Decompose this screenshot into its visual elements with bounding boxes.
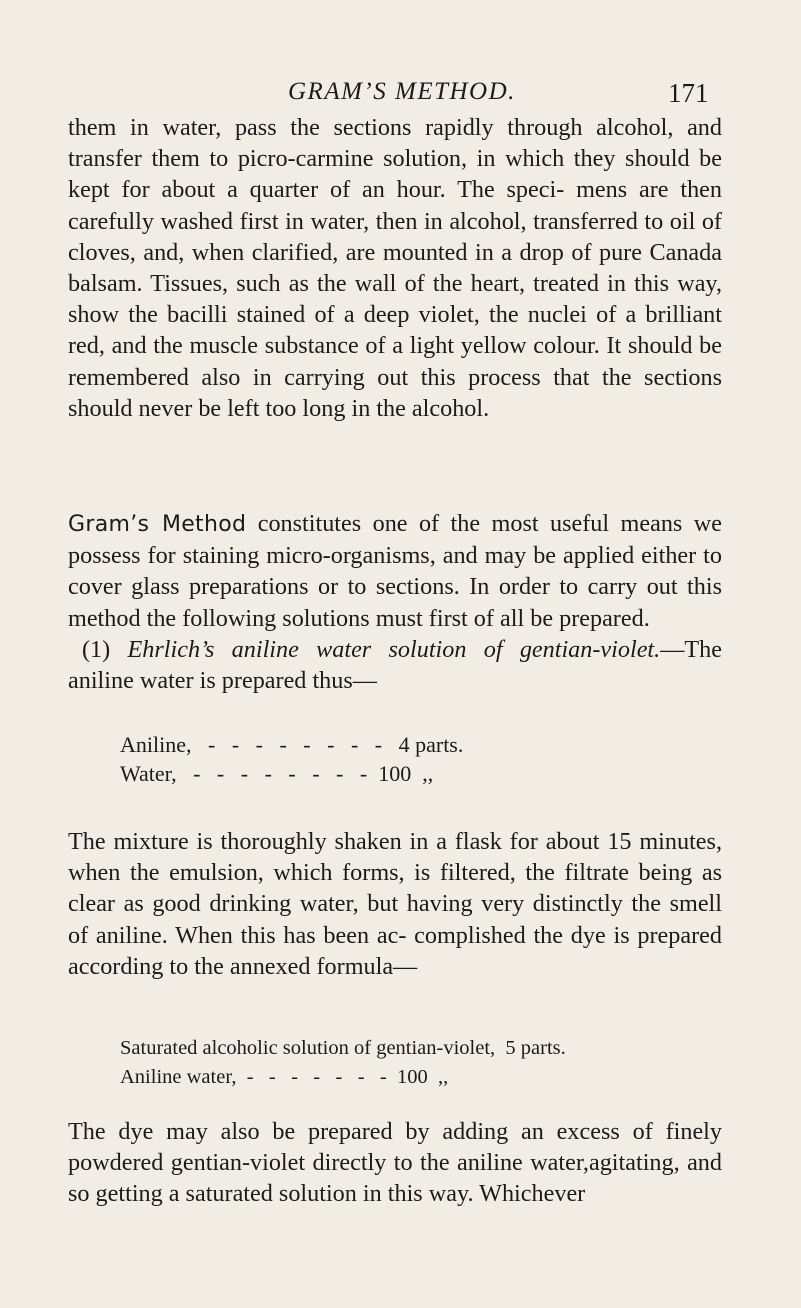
page-number: 171 (668, 78, 709, 108)
solution-title: Ehrlich’s aniline water solution of gentian-violet. (127, 636, 661, 663)
paragraph-1: them in water, pass the sections rapidly through alcohol, and transfer them to picro-carmine solution, in which they should be kept for about a quarter of an hour. The speci- mens are then carefully washed first in water, then in alcohol, transferred to oil of cloves, and, when clarified, are mounted in a drop of pure Canada balsam. Tissues, such as the wall of the heart, treated in this way, show the bacilli stained of a deep violet, the nuclei of a brilliant red, and the muscle substance of a light yellow colour. It should be remembered also in carrying out this process that the sections should never be left too long in the alcohol. (68, 114, 722, 422)
paragraph-2-text: constitutes one of the most useful means we possess for staining micro-organisms, and may be applied either to cover glass preparations or to sections. In order to carry out this method the following solutions must first of all be prepared. (68, 510, 722, 632)
recipe-row: Water, - - - - - - - - 100 ,, (120, 761, 434, 786)
section-heading: Gram’s Method (68, 512, 247, 537)
paragraph-4: The mixture is thoroughly shaken in a flask for about 15 minutes, when the emulsion, which forms, is filtered, the filtrate being as clear as good drinking water, but having very distinctly the smell of aniline. When this has been ac- complished the dye is prepared according to the annexed formula— (68, 828, 722, 980)
paragraph-2 (68, 508, 722, 634)
paragraph-5: The dye may also be prepared by adding an excess of finely powdered gentian-violet directly to the aniline water,agitating, and so getting a saturated solution in this way. Whichever (68, 1118, 722, 1208)
recipe-dye-formula (120, 1034, 566, 1092)
recipe-row: Saturated alcoholic solution of gentian-violet, 5 parts. (120, 1037, 566, 1059)
paragraph-3-text: —The aniline water is prepared thus— (68, 636, 722, 695)
item-number: (1) (82, 636, 111, 663)
recipe-aniline-water (120, 730, 463, 788)
running-title: GRAM’S METHOD. (288, 78, 516, 105)
recipe-row: Aniline, - - - - - - - - 4 parts. (120, 732, 464, 757)
recipe-row: Aniline water, - - - - - - - 100 ,, (120, 1066, 449, 1088)
paragraph-3 (68, 634, 722, 696)
